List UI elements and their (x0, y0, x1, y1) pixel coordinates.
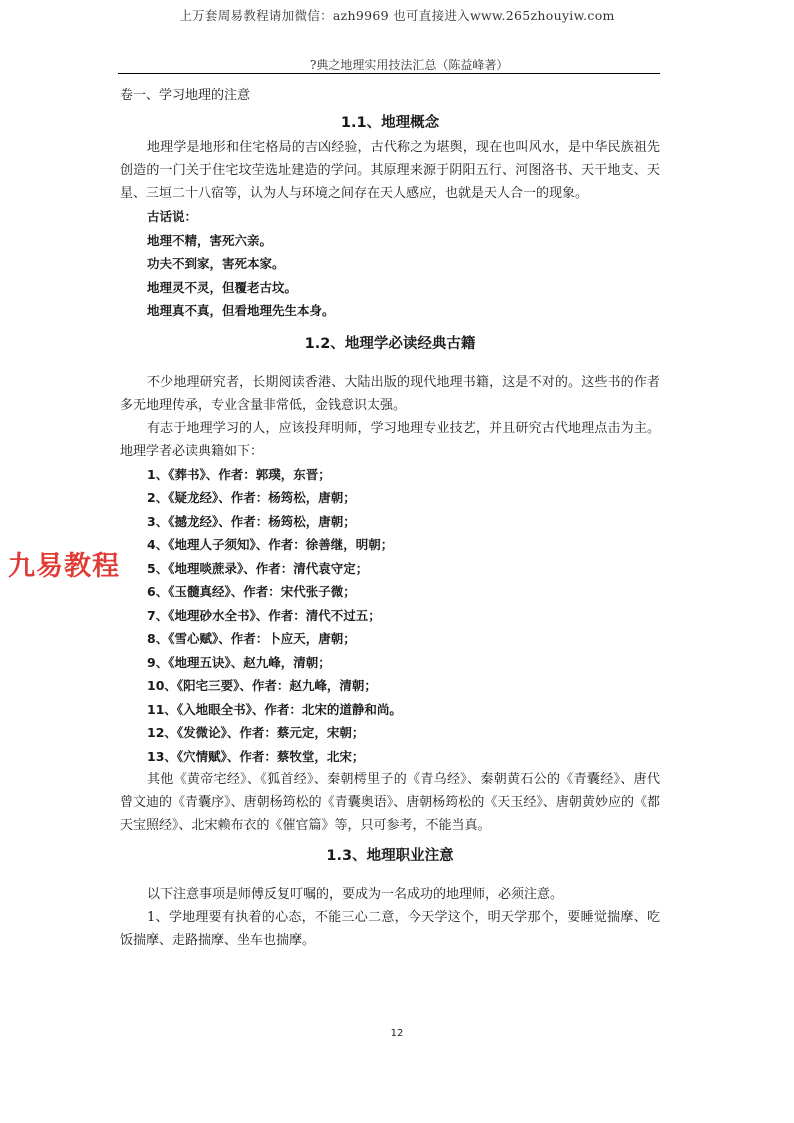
saying-line: 古话说： (147, 209, 198, 224)
running-header: ?典之地理实用技法汇总（陈益峰著） (310, 58, 509, 72)
saying-line: 地理不精，害死六亲。 (147, 232, 273, 248)
book-list-item: 2、《疑龙经》、作者：杨筠松，唐朝； (147, 490, 356, 505)
paragraph: 不少地理研究者，长期阅读香港、大陆出版的现代地理书籍，这是不对的。这些书的作者多无地理传承，专业含量非常低，金钱意识太强。 (120, 374, 660, 413)
book-list-item: 13、《穴情赋》、作者：蔡牧堂，北宋； (147, 748, 365, 764)
book-list-item: 1、《葬书》、作者：郭璞，东晋； (147, 466, 331, 482)
watermark-logo: 九易教程 (8, 551, 120, 582)
paragraph: 有志于地理学习的人，应该投拜明师，学习地理专业技艺，并且研究古代地理点击为主。地理学者必读典籍如下： (120, 420, 660, 459)
book-list-item: 5、《地理啖蔗录》、作者：清代袁守定； (147, 560, 369, 576)
book-list-item: 8、《雪心赋》、作者：卜应天，唐朝； (147, 631, 356, 646)
paragraph: 地理学是地形和住宅格局的吉凶经验，古代称之为堪舆，现在也叫风水，是中华民族祖先创造的一门关于住宅坟茔选址建造的学问。其原理来源于阴阳五行、河图洛书、天干地支、天星、三垣二十八宿等，认为人与环境之间存在天人感应，也就是天人合一的现象。 (120, 140, 660, 201)
page-content (120, 86, 660, 952)
section-title: 1.1、地理概念 (340, 115, 440, 131)
book-list-item: 9、《地理五诀》、赵九峰，清朝； (147, 654, 331, 670)
top-banner: 上万套周易教程请加微信：azh9969 也可直接进入www.265zhouyiw.com (179, 8, 615, 23)
book-list-item: 6、《玉髓真经》、作者：宋代张子微； (147, 584, 356, 599)
book-list-item: 7、《地理砂水全书》、作者：清代不过五； (147, 607, 381, 623)
saying-line: 地理真不真，但看地理先生本身。 (147, 303, 335, 318)
book-list-item: 4、《地理人子须知》、作者：徐善继，明朝； (147, 537, 394, 552)
book-list-item: 3、《撼龙经》、作者：杨筠松，唐朝； (147, 513, 356, 529)
paragraph: 1、学地理要有执着的心态，不能三心二意，今天学这个，明天学那个，要睡觉揣摩、吃饭揣摩、走路揣摩、坐车也揣摩。 (120, 910, 660, 948)
paragraph: 其他《黄帝宅经》、《狐首经》、秦朝樗里子的《青乌经》、秦朝黄石公的《青囊经》、唐代曾文迪的《青囊序》、唐朝杨筠松的《青囊奥语》、唐朝杨筠松的《天玉经》、唐朝黄妙应的《都天宝照经》、北宋赖布衣的《催官篇》等，只可参考，不能当真。 (120, 772, 660, 833)
header-rule (118, 73, 660, 74)
section-title: 1.2、地理学必读经典古籍 (304, 335, 476, 352)
saying-line: 功夫不到家，害死本家。 (147, 256, 285, 271)
section-title: 1.3、地理职业注意 (326, 848, 454, 864)
chapter-title: 卷一、学习地理的注意 (120, 88, 251, 103)
saying-line: 地理灵不灵，但覆老古坟。 (147, 279, 298, 295)
book-list-item: 11、《入地眼全书》、作者：北宋的道静和尚。 (147, 701, 402, 717)
page-number: 12 (390, 1028, 404, 1039)
book-list-item: 10、《阳宅三要》、作者：赵九峰，清朝； (147, 678, 377, 693)
book-list-item: 12、《发微论》、作者：蔡元定，宋朝； (147, 725, 365, 740)
paragraph: 以下注意事项是师傅反复叮嘱的，要成为一名成功的地理师，必须注意。 (147, 887, 564, 902)
